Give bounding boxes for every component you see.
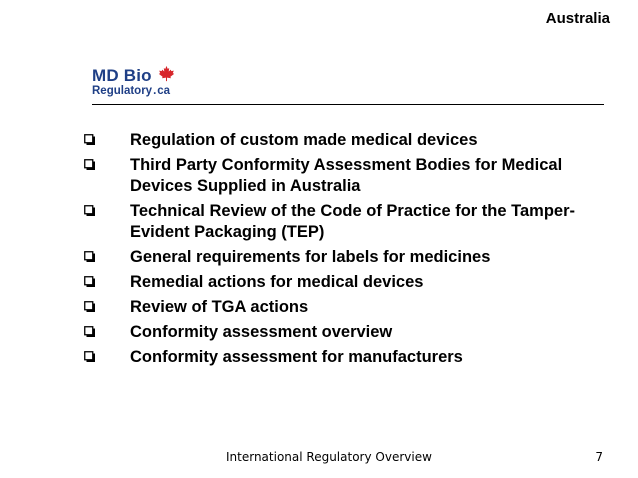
company-logo [92,66,192,102]
bullet-list [84,130,614,372]
logo-text-md-bio: MD Bio [92,66,152,85]
logo-text-ca: ca [157,85,171,97]
checkbox-bullet-icon [84,159,95,170]
list-item-text: Review of TGA actions [130,298,309,316]
checkbox-bullet-icon [84,301,95,312]
logo-dot: . [153,85,157,97]
checkbox-bullet-icon [84,276,95,287]
list-item [84,247,614,268]
checkbox-bullet-icon [84,134,95,145]
list-item [84,130,614,151]
list-item [84,297,614,318]
list-item [84,155,614,197]
list-item-text: Third Party Conformity Assessment Bodies for Medical Devices Supplied in Australia [130,156,563,195]
checkbox-bullet-icon [84,205,95,216]
list-item-text: Technical Review of the Code of Practice for the Tamper-Evident Packaging (TEP) [130,202,575,241]
list-item [84,201,614,243]
checkbox-bullet-icon [84,351,95,362]
slide-header-title: Australia [545,10,610,27]
list-item-text: Conformity assessment for manufacturers [130,348,463,366]
logo-text-regulatory [92,85,170,97]
page-number: 7 [595,450,603,464]
header-divider [92,104,604,105]
list-item-text: General requirements for labels for medicines [130,248,491,266]
logo-text-regulatory-word: Regulatory [92,85,153,97]
list-item-text: Remedial actions for medical devices [130,273,424,291]
list-item-text: Conformity assessment overview [130,323,393,341]
checkbox-bullet-icon [84,251,95,262]
footer-text: International Regulatory Overview [226,450,432,464]
list-item [84,272,614,293]
list-item [84,322,614,343]
list-item [84,347,614,368]
maple-leaf-icon [158,65,175,82]
list-item-text: Regulation of custom made medical devices [130,131,478,149]
checkbox-bullet-icon [84,326,95,337]
